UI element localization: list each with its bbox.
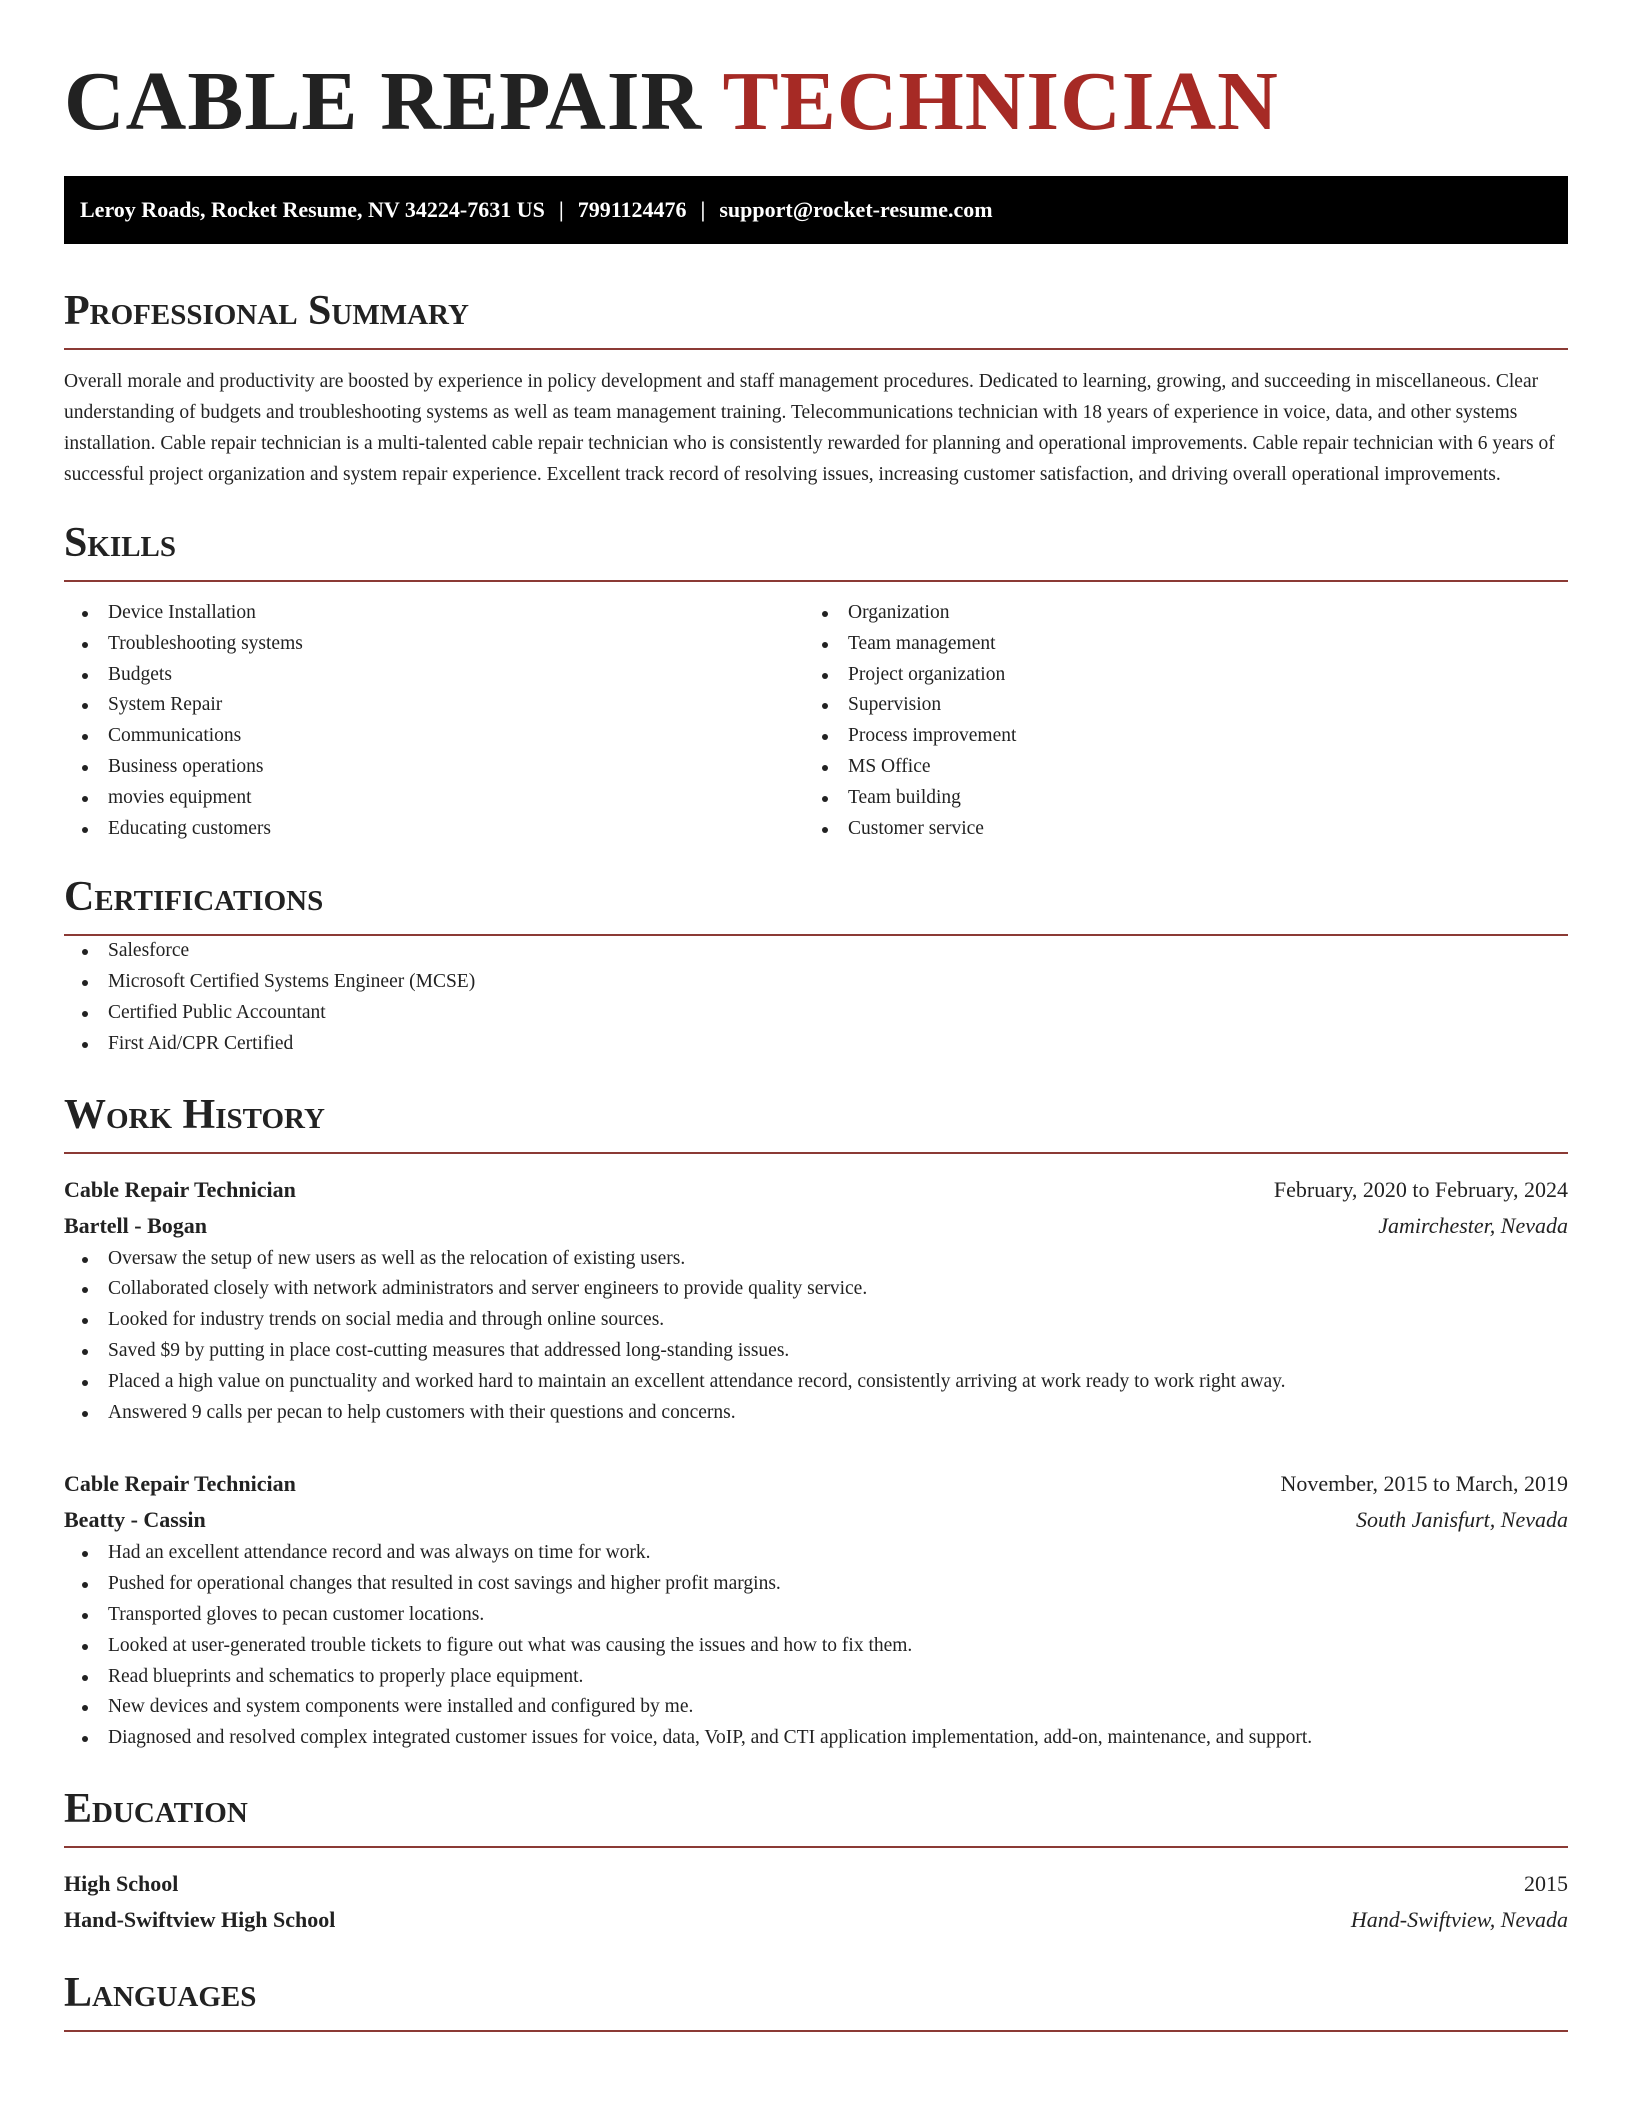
summary-heading: Professional Summary — [64, 286, 1568, 350]
contact-bar — [64, 176, 1568, 244]
job-company-row — [64, 1208, 1568, 1244]
job-duty-item: Looked for industry trends on social media and through online sources. — [64, 1305, 1568, 1336]
education-entry — [64, 1866, 1568, 1938]
education-school-row — [64, 1902, 1568, 1938]
summary-section — [64, 286, 1568, 490]
certification-item: Salesforce — [64, 936, 1568, 967]
certifications-list — [64, 936, 1568, 1059]
languages-heading: Languages — [64, 1968, 1568, 2032]
job-duty-item: Pushed for operational changes that resulted in cost savings and higher profit margins. — [64, 1569, 1568, 1600]
job-dates: February, 2020 to February, 2024 — [1273, 1176, 1568, 1202]
job-duties-list — [64, 1244, 1568, 1429]
skill-item: Supervision — [804, 690, 1544, 721]
job-duty-item: Collaborated closely with network administrators and server engineers to provide quality service. — [64, 1274, 1568, 1305]
job-location: South Janisfurt, Nevada — [1355, 1507, 1568, 1533]
job-title: Cable Repair Technician — [64, 1471, 296, 1497]
contact-separator: | — [558, 197, 564, 222]
job-company-row — [64, 1502, 1568, 1538]
job-header-row — [64, 1172, 1568, 1208]
job-duty-item: Answered 9 calls per pecan to help customers with their questions and concerns. — [64, 1398, 1568, 1429]
skill-item: Process improvement — [804, 721, 1544, 752]
skills-grid — [64, 598, 1568, 844]
resume-page — [64, 0, 1568, 2032]
job-title: Cable Repair Technician — [64, 1176, 296, 1202]
skill-item: MS Office — [804, 752, 1544, 783]
summary-text: Overall morale and productivity are boosted by experience in policy development and staff management procedures. Dedicated to learning, growing, and succeeding in miscellaneous. Clear understanding of budgets and troubleshooting systems as well as team management training. Telecommunications technician with 18 years of experience in voice, data, and other systems installation. Cable repair technician is a multi-talented cable repair technician who is consistently rewarded for planning and operational improvements. Cable repair technician with 6 years of successful project organization and system repair experience. Excellent track record of resolving issues, increasing customer satisfaction, and driving overall operational improvements. — [64, 371, 1555, 485]
job-company: Beatty - Cassin — [64, 1507, 206, 1533]
contact-phone: 7991124476 — [577, 197, 687, 222]
skill-item: Team management — [804, 629, 1544, 660]
work-history-heading: Work History — [64, 1090, 1568, 1154]
job-duty-item: Placed a high value on punctuality and worked hard to maintain an excellent attendance record, consistently arriving at work ready to work right away. — [64, 1367, 1568, 1398]
languages-section — [64, 1968, 1568, 2032]
skill-item: Project organization — [804, 660, 1544, 691]
skill-item: Troubleshooting systems — [64, 629, 804, 660]
work-history-section — [64, 1090, 1568, 1754]
resume-title — [64, 52, 1568, 152]
skill-item: Team building — [804, 783, 1544, 814]
skill-item: movies equipment — [64, 783, 804, 814]
education-heading: Education — [64, 1784, 1568, 1848]
certification-item: Microsoft Certified Systems Engineer (MCSE) — [64, 967, 1568, 998]
skills-heading: Skills — [64, 518, 1568, 582]
education-school: Hand-Swiftview High School — [64, 1906, 336, 1932]
education-degree: High School — [64, 1870, 179, 1896]
job-duty-item: Looked at user-generated trouble tickets to figure out what was causing the issues and how to fix them. — [64, 1631, 1568, 1662]
certification-item: Certified Public Accountant — [64, 998, 1568, 1029]
contact-email: support@rocket-resume.com — [719, 197, 993, 222]
skill-item: Communications — [64, 721, 804, 752]
job-duty-item: New devices and system components were installed and configured by me. — [64, 1692, 1568, 1723]
skill-item: System Repair — [64, 690, 804, 721]
job-company: Bartell - Bogan — [64, 1212, 207, 1238]
skill-item: Budgets — [64, 660, 804, 691]
job-duty-item: Diagnosed and resolved complex integrated customer issues for voice, data, VoIP, and CTI application implementation, add-on, maintenance, and support. — [64, 1723, 1568, 1754]
certifications-heading: Certifications — [64, 872, 1568, 936]
job-dates: November, 2015 to March, 2019 — [1280, 1471, 1568, 1497]
certification-item: First Aid/CPR Certified — [64, 1029, 1568, 1060]
job-duty-item: Transported gloves to pecan customer locations. — [64, 1600, 1568, 1631]
job-header-row — [64, 1466, 1568, 1502]
skill-item: Business operations — [64, 752, 804, 783]
job-duty-item: Had an excellent attendance record and was always on time for work. — [64, 1538, 1568, 1569]
skill-item: Educating customers — [64, 814, 804, 845]
job-entry — [64, 1172, 1568, 1429]
skill-item: Customer service — [804, 814, 1544, 845]
education-section — [64, 1784, 1568, 1938]
skill-item: Organization — [804, 598, 1544, 629]
education-location: Hand-Swiftview, Nevada — [1350, 1906, 1568, 1932]
contact-separator: | — [700, 197, 706, 222]
certifications-section — [64, 872, 1568, 1059]
skills-left-column — [64, 598, 804, 844]
education-header-row — [64, 1866, 1568, 1902]
job-duty-item: Oversaw the setup of new users as well as the relocation of existing users. — [64, 1244, 1568, 1275]
contact-address: Leroy Roads, Rocket Resume, NV 34224-7631 US — [80, 197, 545, 222]
job-location: Jamirchester, Nevada — [1378, 1212, 1568, 1238]
job-duty-item: Read blueprints and schematics to properly place equipment. — [64, 1662, 1568, 1693]
skills-section — [64, 518, 1568, 844]
job-entry — [64, 1466, 1568, 1754]
job-duty-item: Saved $9 by putting in place cost-cutting measures that addressed long-standing issues. — [64, 1336, 1568, 1367]
education-year: 2015 — [1524, 1870, 1568, 1896]
skills-right-column — [804, 598, 1544, 844]
skill-item: Device Installation — [64, 598, 804, 629]
job-duties-list — [64, 1538, 1568, 1754]
title-part-2: TECHNICIAN — [722, 55, 1279, 148]
title-part-1: CABLE REPAIR — [64, 55, 703, 148]
